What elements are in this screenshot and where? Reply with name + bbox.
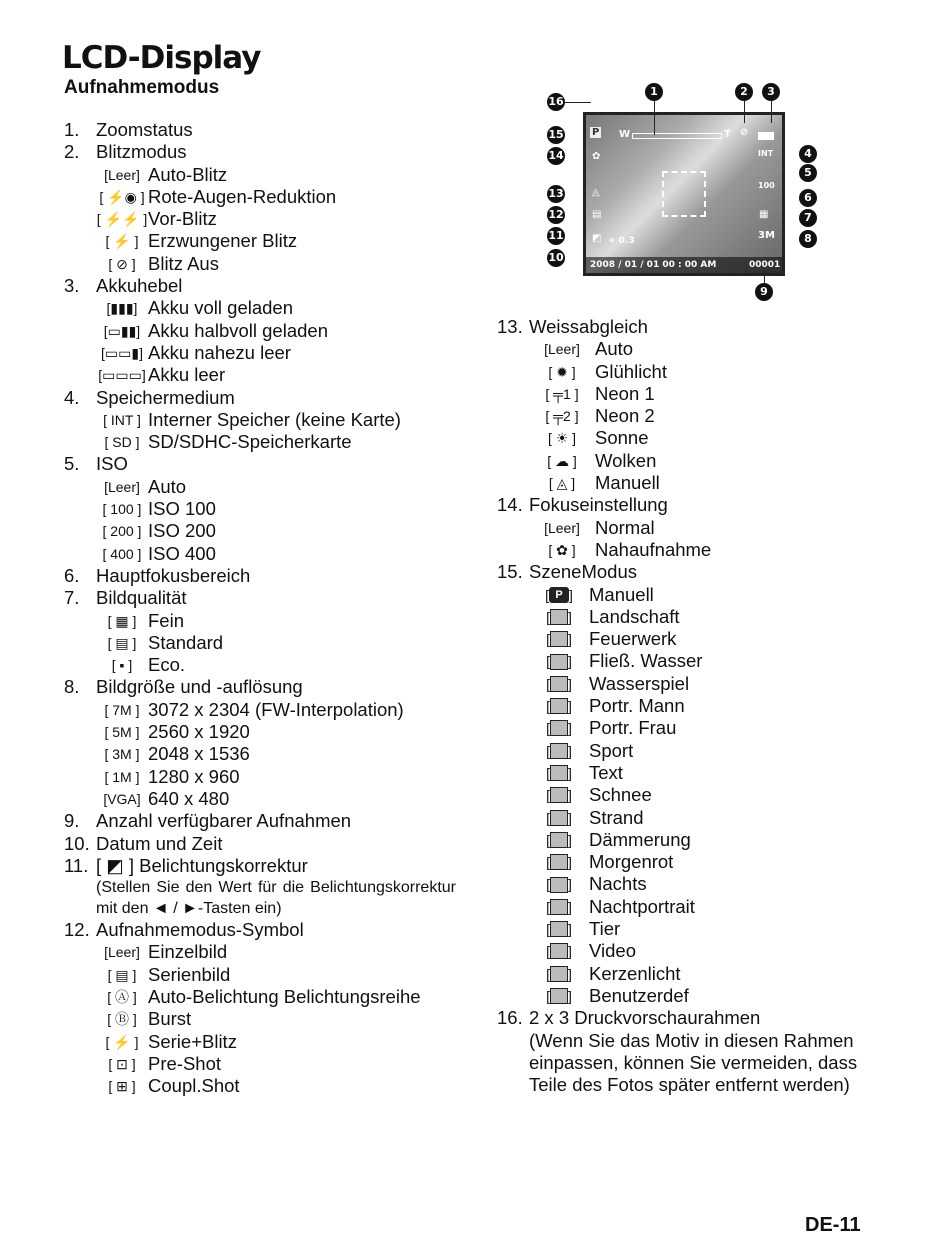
sub-item — [64, 431, 464, 453]
sub-item — [64, 721, 464, 743]
item-label: Datum und Zeit — [96, 832, 223, 854]
scene-label: Portr. Mann — [589, 695, 685, 717]
macro-icon: ✿ — [592, 151, 601, 162]
option-label: Neon 2 — [595, 405, 655, 427]
scene-icon: [ ] — [546, 876, 572, 893]
option-label: Coupl.Shot — [148, 1075, 240, 1097]
sub-item — [497, 427, 897, 449]
item-label: Blitzmodus — [96, 141, 187, 163]
option-label: Wolken — [595, 449, 657, 471]
item-number: 8. — [64, 676, 80, 698]
shot-count: 00001 — [749, 260, 781, 270]
internal-memory-icon: INT — [758, 149, 774, 158]
option-label: 1280 x 960 — [148, 765, 240, 787]
iso-icon: 100 — [758, 181, 775, 190]
scene-label: Sport — [589, 739, 634, 761]
item-number: 6. — [64, 564, 80, 586]
option-label: Burst — [148, 1008, 192, 1030]
scene-item — [497, 584, 897, 606]
scene-item — [497, 606, 897, 628]
sub-item — [64, 1053, 464, 1075]
option-icon: [ ▤ ] — [107, 966, 137, 983]
option-label: Normal — [595, 516, 655, 538]
item-label: Hauptfokusbereich — [96, 564, 251, 586]
callout-8: 8 — [799, 230, 817, 248]
sub-item — [497, 539, 897, 561]
callout-7: 7 — [799, 209, 817, 227]
callout-13: 13 — [547, 185, 565, 203]
item-number: 13. — [497, 316, 523, 337]
option-label: 2560 x 1920 — [148, 721, 250, 743]
option-label: SD/SDHC-Speicherkarte — [148, 431, 352, 453]
scene-icon: [ ] — [546, 653, 572, 670]
item-number: 1. — [64, 119, 80, 140]
option-label: ISO 200 — [148, 520, 216, 542]
scene-label: Fließ. Wasser — [589, 650, 703, 672]
sub-item — [497, 361, 897, 383]
option-label: Einzelbild — [148, 941, 228, 963]
scene-item — [497, 650, 897, 672]
list-item — [64, 676, 464, 698]
sub-item — [497, 517, 897, 539]
right-column — [497, 316, 897, 1096]
scene-thumbnail-icon — [550, 654, 568, 670]
scene-item — [497, 762, 897, 784]
battery-icon — [758, 132, 774, 140]
sub-item — [64, 699, 464, 721]
scene-label: Nachtportrait — [589, 895, 695, 917]
option-label: Fein — [148, 609, 184, 631]
scene-label: Text — [589, 761, 623, 783]
option-icon: [ ▤ ] — [107, 634, 137, 651]
zoom-w: W — [619, 129, 631, 140]
item-number: 7. — [64, 587, 80, 609]
scene-thumbnail-icon — [550, 743, 568, 759]
scene-thumbnail-icon — [550, 943, 568, 959]
option-icon: [ ⚡ ] — [105, 233, 139, 250]
sub-item — [64, 788, 464, 810]
callout-10: 10 — [547, 249, 565, 267]
callout-12: 12 — [547, 206, 565, 224]
scene-thumbnail-icon — [550, 899, 568, 915]
scene-icon: [ ] — [546, 809, 572, 826]
callout-4: 4 — [799, 145, 817, 163]
sub-item — [64, 1008, 464, 1030]
option-icon: [ ▪ ] — [111, 657, 133, 674]
item-label: Speichermedium — [96, 386, 235, 408]
sub-item — [64, 986, 464, 1008]
option-icon: [ Ⓐ ] — [107, 988, 137, 1005]
item-number: 16. — [497, 1007, 523, 1029]
sub-item — [64, 253, 464, 275]
list-item — [64, 387, 464, 409]
scene-thumbnail-icon — [550, 720, 568, 736]
flash-off-icon: ⊘ — [740, 127, 749, 138]
option-label: ISO 100 — [148, 498, 216, 520]
option-label: Vor-Blitz — [148, 208, 217, 230]
callout-9: 9 — [755, 283, 773, 301]
scene-item — [497, 784, 897, 806]
scene-label: Kerzenlicht — [589, 962, 681, 984]
item-label: Akkuhebel — [96, 275, 183, 297]
option-icon: [ Ⓑ ] — [107, 1011, 137, 1028]
option-icon: [ ✹ ] — [548, 363, 576, 380]
list-item — [64, 833, 464, 855]
scene-thumbnail-icon — [550, 988, 568, 1004]
scene-label: Morgenrot — [589, 851, 674, 873]
option-icon: [▮▮▮] — [106, 300, 138, 317]
option-icon: [ ☀ ] — [547, 430, 577, 447]
option-icon: [▭▭▭] — [98, 367, 146, 384]
scene-thumbnail-icon — [550, 765, 568, 781]
list-item — [64, 565, 464, 587]
exposure-note: (Stellen Sie den Wert für die Belichtungskorrektur mit den ◄ / ►-Tasten ein) — [96, 879, 456, 918]
option-label: ISO 400 — [148, 542, 216, 564]
item-number: 3. — [64, 275, 80, 297]
scene-label: Wasserspiel — [589, 672, 690, 694]
option-label: 3072 x 2304 (FW-Interpolation) — [148, 698, 404, 720]
focus-frame — [662, 171, 706, 217]
list-item — [64, 453, 464, 475]
sub-item — [497, 338, 897, 360]
sub-item — [64, 498, 464, 520]
callout-15: 15 — [547, 126, 565, 144]
option-icon: [ ⚡◉ ] — [99, 188, 145, 205]
scene-label: Manuell — [589, 583, 654, 605]
option-label: Auto — [595, 338, 634, 360]
scene-item — [497, 873, 897, 895]
item-number: 14. — [497, 494, 523, 516]
option-icon: [ 7M ] — [104, 701, 140, 718]
scene-thumbnail-icon: P — [549, 587, 569, 603]
option-label: Eco. — [148, 654, 186, 676]
list-item — [64, 275, 464, 297]
sub-item — [64, 164, 464, 186]
callout-16: 16 — [547, 93, 565, 111]
sub-item — [497, 383, 897, 405]
scene-thumbnail-icon — [550, 966, 568, 982]
scene-label: Video — [589, 940, 636, 962]
datetime: 2008 / 01 / 01 00 : 00 AM — [590, 260, 717, 270]
resolution-icon: 3M — [758, 230, 775, 241]
sub-item — [497, 472, 897, 494]
list-item — [64, 855, 464, 877]
scene-label: Portr. Frau — [589, 717, 677, 739]
scene-item — [497, 717, 897, 739]
page-number: DE-11 — [805, 1214, 861, 1236]
option-icon: [Leer] — [544, 341, 580, 358]
option-icon: [ 100 ] — [102, 501, 142, 518]
option-icon: [ ▦ ] — [107, 612, 137, 629]
scene-item — [497, 985, 897, 1007]
option-label: Akku halbvoll geladen — [148, 319, 328, 341]
option-icon: [ SD ] — [104, 434, 140, 451]
option-label: Sonne — [595, 427, 649, 449]
wb-manual-icon: ◬ — [592, 187, 600, 198]
item-label: SzeneModus — [529, 561, 637, 583]
item-label: Zoomstatus — [96, 119, 193, 140]
scene-thumbnail-icon — [550, 854, 568, 870]
scene-label: Schnee — [589, 784, 652, 806]
item-number: 2. — [64, 141, 80, 163]
sub-item — [64, 364, 464, 386]
quality-icon: ▦ — [759, 209, 769, 220]
scene-icon: [ ] — [546, 943, 572, 960]
option-icon: [ ╤2 ] — [545, 408, 579, 425]
option-label: Auto — [148, 475, 187, 497]
scene-icon: [ ] — [546, 965, 572, 982]
scene-thumbnail-icon — [550, 877, 568, 893]
option-label: Interner Speicher (keine Karte) — [148, 408, 401, 430]
scene-label: Tier — [589, 918, 621, 940]
option-icon: [ ☁ ] — [547, 452, 577, 469]
sub-item — [497, 450, 897, 472]
option-icon: [Leer] — [104, 478, 140, 495]
scene-item — [497, 896, 897, 918]
zoom-bar — [632, 133, 722, 139]
scene-item — [497, 963, 897, 985]
scene-item — [497, 807, 897, 829]
scene-thumbnail-icon — [550, 631, 568, 647]
option-label: Manuell — [595, 472, 660, 494]
scene-thumbnail-icon — [550, 810, 568, 826]
option-label: Pre-Shot — [148, 1052, 222, 1074]
sub-item — [497, 405, 897, 427]
continuous-icon: ▤ — [592, 209, 602, 220]
item-label: Weissabgleich — [529, 316, 648, 337]
sub-item — [64, 520, 464, 542]
option-label: Rote-Augen-Reduktion — [148, 185, 337, 207]
scene-label: Benutzerdef — [589, 984, 689, 1006]
page-title: LCD-Display — [62, 40, 261, 76]
scene-label: Landschaft — [589, 605, 680, 627]
option-icon: [ ⚡⚡ ] — [96, 211, 148, 228]
option-icon: [ 3M ] — [104, 746, 140, 763]
scene-item — [497, 740, 897, 762]
scene-icon: [ ] — [546, 921, 572, 938]
option-label: 2048 x 1536 — [148, 743, 250, 765]
sub-item — [64, 964, 464, 986]
sub-item — [64, 610, 464, 632]
option-label: Akku nahezu leer — [148, 341, 291, 363]
option-label: Auto-Blitz — [148, 163, 228, 185]
option-label: Blitz Aus — [148, 252, 219, 274]
callout-14: 14 — [547, 147, 565, 165]
scene-icon: [ ] — [546, 675, 572, 692]
option-icon: [VGA] — [103, 790, 141, 807]
scene-icon: [ ] — [546, 720, 572, 737]
option-icon: [Leer] — [544, 519, 580, 536]
option-label: Erzwungener Blitz — [148, 230, 298, 252]
sub-item — [64, 1031, 464, 1053]
sub-item — [64, 1075, 464, 1097]
list-item — [64, 587, 464, 609]
sub-item — [64, 476, 464, 498]
item-number: 11. — [64, 854, 89, 876]
option-icon: [ INT ] — [103, 411, 141, 428]
sub-item — [64, 632, 464, 654]
zoom-t: T — [724, 129, 731, 140]
scene-icon: [ ] — [546, 987, 572, 1004]
item-label: Aufnahmemodus-Symbol — [96, 919, 304, 941]
option-icon: [ 1M ] — [104, 768, 140, 785]
page-subtitle: Aufnahmemodus — [64, 77, 220, 98]
scene-label: Nachts — [589, 873, 647, 895]
option-label: Serie+Blitz — [148, 1030, 237, 1052]
option-icon: [ 400 ] — [102, 545, 142, 562]
sub-item — [64, 743, 464, 765]
scene-item — [497, 918, 897, 940]
scene-thumbnail-icon — [550, 787, 568, 803]
scene-item — [497, 940, 897, 962]
scene-thumbnail-icon — [550, 609, 568, 625]
list-item — [497, 1007, 897, 1029]
scene-icon: [ ] — [546, 631, 572, 648]
option-icon: [ ⚡ ] — [105, 1033, 139, 1050]
option-label: Glühlicht — [595, 360, 667, 382]
option-label: Auto-Belichtung Belichtungsreihe — [148, 985, 421, 1007]
option-icon: [Leer] — [104, 166, 140, 183]
scene-item — [497, 628, 897, 650]
callout-1: 1 — [645, 83, 663, 101]
scene-item — [497, 673, 897, 695]
scene-thumbnail-icon — [550, 676, 568, 692]
option-label: Standard — [148, 631, 224, 653]
sub-item — [64, 342, 464, 364]
option-icon: [Leer] — [104, 944, 140, 961]
item-label: Anzahl verfügbarer Aufnahmen — [96, 810, 352, 832]
sub-item — [64, 654, 464, 676]
scene-icon: [ ] — [546, 764, 572, 781]
scene-label: Feuerwerk — [589, 628, 677, 650]
sub-item — [64, 766, 464, 788]
exposure-value: + 0.3 — [608, 236, 635, 246]
option-icon: [ ◬ ] — [548, 475, 576, 492]
scene-label: Dämmerung — [589, 828, 691, 850]
list-item — [64, 810, 464, 832]
option-label: Neon 1 — [595, 382, 655, 404]
callout-6: 6 — [799, 189, 817, 207]
option-icon: [ ⊘ ] — [108, 255, 136, 272]
item-number: 5. — [64, 453, 80, 475]
item-number: 10. — [64, 832, 90, 854]
option-label: 640 x 480 — [148, 787, 230, 809]
scene-icon: [ ] — [546, 898, 572, 915]
sub-item — [64, 208, 464, 230]
item-label: 2 x 3 Druckvorschaurahmen — [529, 1007, 761, 1029]
scene-icon: [ ] — [546, 787, 572, 804]
sub-item — [64, 409, 464, 431]
option-icon: [▭▮▮] — [103, 322, 141, 339]
sub-item — [64, 297, 464, 319]
item-label: [ ◩ ] Belichtungskorrektur — [96, 854, 308, 876]
scene-label: Strand — [589, 806, 644, 828]
scene-icon: [ ] — [546, 854, 572, 871]
option-icon: [ ✿ ] — [548, 541, 576, 558]
lcd-screen — [583, 112, 785, 276]
list-item — [497, 494, 897, 516]
list-item — [64, 119, 464, 141]
item-number: 15. — [497, 561, 523, 583]
item-number: 4. — [64, 386, 80, 408]
left-column — [64, 119, 464, 1097]
option-label: Serienbild — [148, 963, 231, 985]
scene-icon: [ ] — [546, 608, 572, 625]
option-icon: [ ⊡ ] — [108, 1055, 136, 1072]
list-item — [497, 561, 897, 583]
item-number: 9. — [64, 810, 80, 832]
option-label: Nahaufnahme — [595, 538, 712, 560]
scene-thumbnail-icon — [550, 698, 568, 714]
option-icon: [ 5M ] — [104, 724, 140, 741]
sub-item — [64, 186, 464, 208]
scene-icon: [ ] — [546, 831, 572, 848]
scene-icon: [ P ] — [545, 586, 573, 603]
scene-icon: [ ] — [546, 698, 572, 715]
sub-item — [64, 941, 464, 963]
sub-item — [64, 230, 464, 252]
item-label: ISO — [96, 453, 128, 475]
sub-item — [64, 320, 464, 342]
callout-3: 3 — [762, 83, 780, 101]
item-label: Fokuseinstellung — [529, 494, 668, 516]
scene-item — [497, 829, 897, 851]
sub-item — [64, 543, 464, 565]
scene-icon: [ ] — [546, 742, 572, 759]
scene-thumbnail-icon — [550, 921, 568, 937]
scene-item — [497, 851, 897, 873]
option-label: Akku voll geladen — [148, 297, 294, 319]
scene-item — [497, 695, 897, 717]
option-icon: [ 200 ] — [102, 523, 142, 540]
mode-icon: P — [592, 127, 600, 138]
list-item — [64, 919, 464, 941]
item-continuation: (Wenn Sie das Motiv in diesen Rahmen einpassen, können Sie vermeiden, dass Teile des Fotos später entfernt werden) — [529, 1029, 858, 1096]
item-number: 12. — [64, 919, 90, 941]
callout-2: 2 — [735, 83, 753, 101]
option-icon: [ ⊞ ] — [108, 1078, 136, 1095]
callout-5: 5 — [799, 164, 817, 182]
option-icon: [▭▭▮] — [101, 344, 143, 361]
scene-thumbnail-icon — [550, 832, 568, 848]
item-label: Bildgröße und -auflösung — [96, 676, 303, 698]
item-label: Bildqualität — [96, 587, 187, 609]
option-icon: [ ╤1 ] — [545, 385, 579, 402]
callout-11: 11 — [547, 227, 565, 245]
option-label: Akku leer — [148, 364, 226, 386]
list-item — [497, 316, 897, 338]
exposure-icon: ◩ — [592, 233, 602, 244]
list-item — [64, 141, 464, 163]
